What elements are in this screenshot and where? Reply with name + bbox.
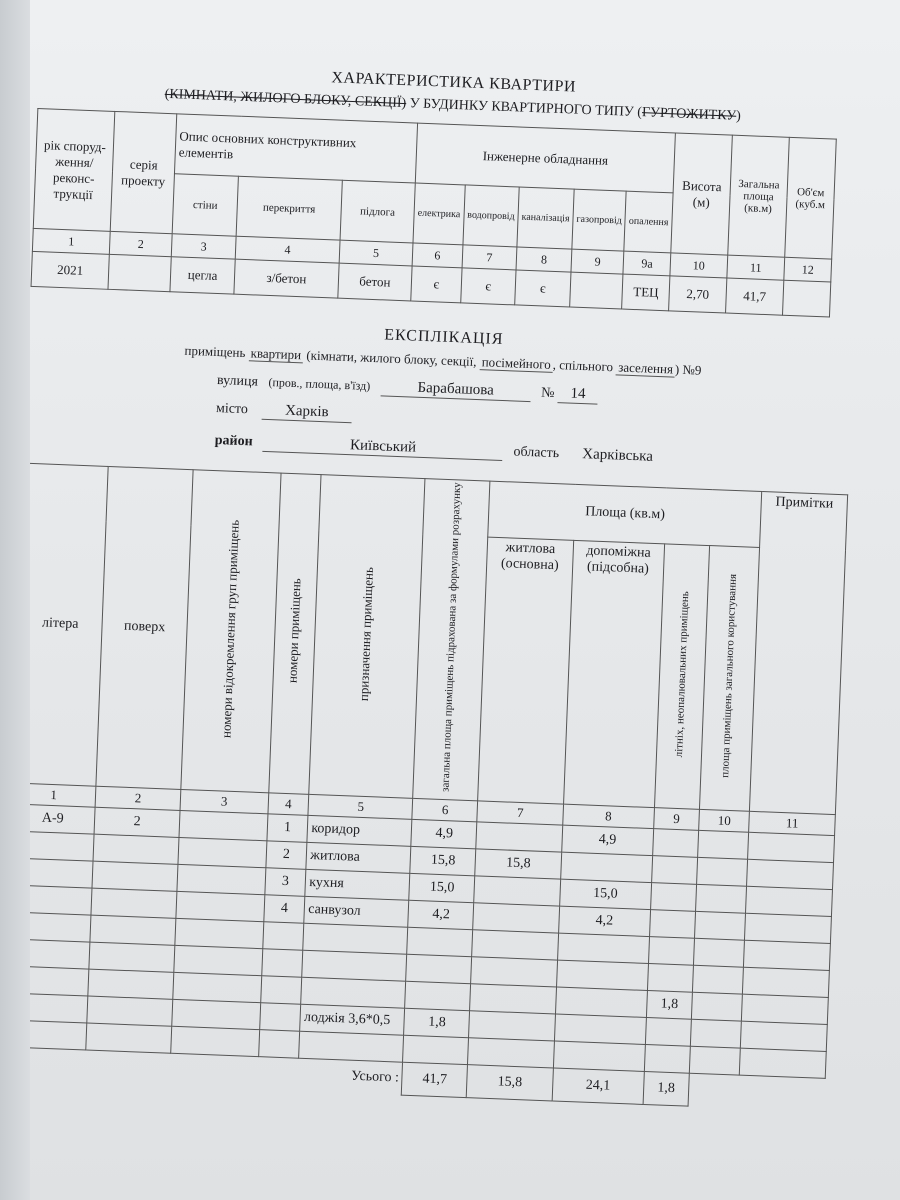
room-rows (30, 804, 835, 1078)
gas-value (570, 272, 624, 309)
walls-value: цегла (170, 257, 235, 294)
col-elements-header: Опис основних конструктивних елементів (174, 114, 417, 183)
room-common-cell (691, 1019, 742, 1048)
room-floor-cell (93, 834, 179, 864)
room-floor-cell: 2 (94, 807, 180, 837)
room-letter-cell: А-9 (30, 804, 95, 834)
explication-title: ЕКСПЛІКАЦІЯ (383, 326, 504, 349)
room-purpose-cell: кухня (305, 869, 410, 900)
col-number: 4 (235, 236, 340, 263)
col-summer-header: літніх, неопалювальних приміщень (654, 543, 710, 809)
col-electric-header: електрика (413, 183, 465, 245)
characteristics-table (31, 108, 837, 318)
room-notes-cell (747, 859, 834, 889)
total-aux-value: 24,1 (552, 1068, 644, 1104)
room-common-cell (697, 857, 748, 886)
room-common-cell (698, 830, 749, 859)
col-number: 11 (749, 811, 835, 835)
col-area-group-header: Площа (кв.м) (488, 481, 762, 547)
room-floor-cell (87, 996, 173, 1026)
electric-value: є (411, 266, 462, 303)
col-letter-header: літера (30, 463, 108, 786)
sub-text: , спільного (552, 356, 614, 375)
col-common-header: площа приміщень загального користування (700, 545, 760, 811)
col-number: 12 (784, 257, 832, 282)
sub-underlined: квартири (248, 345, 303, 363)
col-engineering-header: Інженерне обладнання (415, 123, 675, 193)
room-living-cell (473, 903, 560, 933)
street-value: Барабашова (380, 378, 531, 402)
room-purpose-cell: житлова (306, 842, 411, 873)
col-number: 3 (180, 789, 268, 813)
room-letter-cell (30, 966, 89, 996)
district-value: Київський (263, 434, 504, 461)
col-overlap-header: перекриття (236, 176, 342, 240)
room-notes-cell (744, 940, 831, 970)
col-number: 10 (670, 253, 728, 278)
room-living-cell (470, 983, 557, 1013)
year-value: 2021 (31, 251, 109, 289)
col-notes-header: Примітки (750, 492, 848, 815)
room-summer-cell (649, 909, 696, 938)
room-no-cell: 3 (264, 868, 306, 897)
sub-text: приміщень (184, 342, 246, 361)
col-number: 10 (699, 809, 750, 832)
room-notes-cell (740, 1048, 827, 1078)
room-purpose-cell: санвузол (304, 896, 409, 927)
sub-underlined: посімейного (479, 354, 553, 373)
room-group-cell (175, 918, 264, 948)
col-series-header: серія проекту (110, 111, 177, 233)
document-content (30, 40, 869, 1112)
floor-value: бетон (338, 263, 413, 301)
room-no-cell (259, 1002, 301, 1031)
doc-title: ХАРАКТЕРИСТИКА КВАРТИРИ (331, 69, 577, 96)
heating-value: ТЕЦ (622, 274, 670, 311)
room-living-cell (474, 876, 561, 906)
room-summer-cell (645, 1017, 692, 1046)
total-label: Усього : (351, 1068, 400, 1086)
room-notes-cell (743, 967, 830, 997)
house-number-value: 14 (558, 385, 599, 405)
room-summer-cell (648, 936, 695, 965)
rooms-table (30, 463, 848, 1112)
height-value: 2,70 (669, 276, 727, 313)
col-number: 9 (653, 807, 699, 830)
document-sheet (30, 0, 900, 1200)
subtitle-struck-part-2: ГУРТОЖИТКУ (641, 105, 737, 124)
room-notes-cell (741, 1021, 828, 1051)
total-summer-value: 1,8 (643, 1071, 690, 1106)
volume-value (782, 280, 830, 317)
total-area-value: 41,7 (402, 1062, 468, 1097)
room-no-cell (261, 948, 303, 977)
total-living-value: 15,8 (467, 1064, 554, 1100)
room-living-cell (471, 957, 558, 987)
room-no-cell: 1 (267, 814, 309, 843)
room-floor-cell (89, 942, 175, 972)
room-floor-cell (92, 861, 178, 891)
room-notes-cell (748, 832, 835, 862)
room-purpose-cell (302, 950, 407, 981)
room-group-cell (177, 864, 266, 894)
room-common-cell (695, 911, 746, 940)
col-total-header: загальна площа приміщень підрахована за формулами розрахунку (413, 479, 490, 801)
col-gas-header: газопровід (572, 189, 627, 251)
room-summer-cell (644, 1044, 691, 1073)
room-letter-cell (30, 993, 88, 1023)
room-purpose-cell (299, 1031, 404, 1062)
room-common-cell (692, 992, 743, 1021)
col-number: 4 (268, 793, 310, 816)
room-purpose-cell (301, 977, 406, 1008)
street-alt-label: (пров., площа, в'їзд) (268, 375, 371, 393)
room-letter-cell (30, 1020, 87, 1050)
city-value: Харків (261, 402, 352, 423)
room-purpose-cell: коридор (307, 815, 412, 846)
col-number: 2 (95, 786, 180, 810)
col-groups-header: номери відокремлення груп приміщень (181, 470, 281, 793)
col-purpose-header: призначення приміщень (309, 475, 425, 799)
col-walls-header: стіни (172, 174, 238, 236)
col-sewer-header: каналізація (517, 187, 574, 249)
room-common-cell (696, 884, 747, 913)
room-group-cell (176, 891, 265, 921)
room-total-cell: 15,8 (410, 846, 476, 875)
room-no-cell: 2 (266, 841, 308, 870)
room-aux-cell (555, 987, 647, 1017)
room-purpose-cell (303, 923, 408, 954)
room-notes-cell (746, 886, 833, 916)
room-notes-cell (742, 994, 829, 1024)
room-floor-cell (90, 915, 176, 945)
room-total-cell: 4,9 (411, 819, 477, 848)
col-volume-header: Об'єм (куб.м (785, 137, 837, 259)
water-value: є (460, 268, 516, 305)
room-aux-cell: 4,2 (559, 906, 651, 936)
room-summer-cell (651, 855, 698, 884)
col-number: 7 (477, 801, 563, 825)
col-year-header: рік споруд-ження/ реконс-трукції (33, 108, 115, 231)
room-letter-cell (30, 858, 93, 888)
col-water-header: водопровід (463, 185, 520, 247)
subtitle-struck-part: (КІМНАТИ, ЖИЛОГО БЛОКУ, СЕКЦІЇ) (164, 86, 407, 112)
sub-text: (кімнати, жилого блоку, секції, (306, 347, 477, 369)
room-summer-cell (650, 882, 697, 911)
col-area-header: Загальна площа (кв.м) (728, 135, 790, 257)
overlap-value: з/бетон (234, 259, 339, 298)
room-no-cell (258, 1029, 300, 1058)
room-total-cell: 4,2 (408, 900, 474, 929)
col-aux-header: допоміжна (підсобна) (563, 540, 664, 807)
col-number: 8 (516, 247, 572, 272)
col-number: 11 (727, 255, 785, 280)
room-common-cell (694, 938, 745, 967)
room-summer-cell (652, 828, 699, 857)
room-no-cell: 4 (263, 894, 305, 923)
room-total-cell: 1,8 (404, 1008, 470, 1037)
sub-underlined: заселення (616, 359, 675, 377)
room-letter-cell (30, 831, 94, 861)
room-living-cell (472, 930, 559, 960)
room-total-cell: 15,0 (409, 873, 475, 902)
subtitle-end: ) (735, 108, 742, 124)
col-heating-header: опалення (624, 191, 673, 253)
room-floor-cell (88, 969, 174, 999)
col-number: 2 (109, 231, 172, 256)
room-aux-cell (554, 1014, 646, 1044)
region-value: Харківська (581, 446, 654, 465)
room-group-cell (173, 972, 262, 1002)
subtitle-rest: У БУДИНКУ КВАРТИРНОГО ТИПУ ( (409, 96, 643, 121)
room-total-cell (406, 954, 472, 983)
house-number-label: № (540, 385, 555, 402)
col-number: 5 (308, 794, 413, 819)
room-letter-cell (30, 939, 90, 969)
district-label: район (214, 433, 253, 450)
room-no-cell (260, 975, 302, 1004)
room-no-cell (262, 921, 304, 950)
room-living-cell: 15,8 (475, 849, 562, 879)
room-summer-cell (647, 963, 694, 992)
room-group-cell (174, 945, 263, 975)
col-number: 9 (571, 249, 624, 274)
col-number: 3 (171, 234, 236, 259)
col-number: 6 (412, 798, 478, 821)
col-floor-header: підлога (340, 180, 416, 243)
room-letter-cell (30, 885, 92, 915)
room-aux-cell (557, 933, 649, 963)
series-value (108, 254, 171, 291)
col-number: 8 (563, 804, 654, 828)
room-group-cell (179, 810, 268, 840)
col-floor-header: поверх (96, 466, 193, 789)
room-common-cell (690, 1046, 741, 1075)
room-living-cell (469, 1010, 556, 1040)
room-total-cell (403, 1035, 469, 1064)
apartment-number: ) №9 (674, 361, 702, 378)
col-number: 6 (412, 243, 462, 268)
room-total-cell (407, 927, 473, 956)
room-aux-cell: 4,9 (562, 825, 654, 855)
col-living-header: житлова (основна) (478, 537, 574, 804)
room-aux-cell (556, 960, 648, 990)
room-floor-cell (86, 1023, 172, 1053)
col-number: 1 (30, 783, 96, 807)
room-total-cell (405, 981, 471, 1010)
room-group-cell (172, 999, 261, 1029)
room-aux-cell: 15,0 (560, 879, 652, 909)
city-label: місто (215, 401, 249, 418)
col-number: 9а (623, 251, 670, 276)
room-living-cell (476, 822, 563, 852)
col-number: 1 (32, 228, 110, 254)
room-living-cell (468, 1037, 555, 1067)
room-purpose-cell: лоджія 3,6*0,5 (300, 1004, 405, 1035)
region-label: область (513, 444, 560, 462)
room-aux-cell (561, 852, 653, 882)
room-aux-cell (553, 1041, 645, 1071)
col-height-header: Висота (м) (671, 133, 733, 255)
col-number: 7 (462, 245, 517, 270)
room-common-cell (693, 965, 744, 994)
room-notes-cell (745, 913, 832, 943)
room-group-cell (171, 1026, 260, 1056)
room-floor-cell (91, 888, 177, 918)
col-number: 5 (339, 240, 413, 266)
col-room-no-header: номери приміщень (268, 473, 321, 794)
room-summer-cell: 1,8 (646, 990, 693, 1019)
area-value: 41,7 (726, 278, 784, 315)
sewer-value: є (515, 270, 571, 307)
room-letter-cell (30, 912, 91, 942)
room-group-cell (178, 837, 267, 867)
street-label: вулиця (216, 373, 259, 390)
